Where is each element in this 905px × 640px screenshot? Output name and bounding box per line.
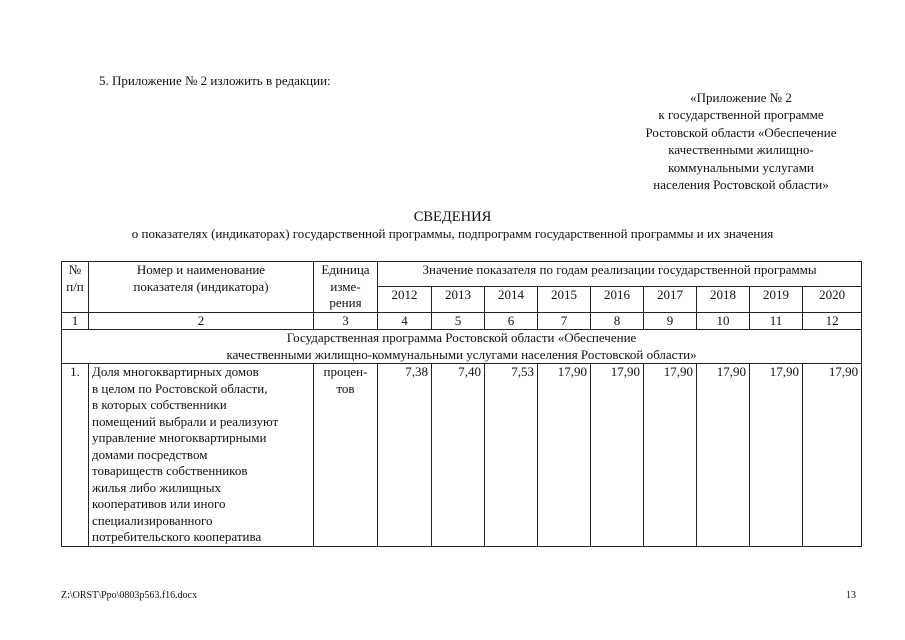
indicator-name-line: в которых собственники: [92, 397, 227, 412]
header-unit-cell: [314, 262, 378, 313]
page-number: 13: [846, 590, 856, 601]
value-cell: 17,90: [750, 364, 803, 547]
appendix-line: населения Ростовской области»: [653, 177, 829, 193]
appendix-line: качественными жилищно-: [668, 142, 814, 158]
header-num-label: №: [68, 262, 82, 277]
column-number: 5: [432, 312, 485, 330]
header-num-cell: [62, 262, 89, 313]
indicator-name-line: кооперативов или иного: [92, 496, 226, 511]
header-year: 2015: [538, 287, 591, 312]
header-unit-label: рения: [329, 295, 362, 310]
header-year: 2013: [432, 287, 485, 312]
indicator-name-line: домами посредством: [92, 446, 208, 462]
section-row: [62, 330, 862, 364]
indicator-name-line: в целом по Ростовской области,: [92, 380, 268, 396]
value-cell: 7,38: [378, 364, 432, 547]
row-number: 1.: [62, 364, 89, 547]
section-heading-cell: [62, 330, 862, 364]
value-cell: 17,90: [803, 364, 862, 547]
indicator-name-line: управление многоквартирными: [92, 430, 267, 445]
column-number: 8: [591, 312, 644, 330]
table-row: [62, 364, 862, 547]
appendix-line: Ростовской области «Обеспечение: [645, 124, 837, 140]
unit-label: тов: [336, 380, 355, 396]
indicators-table: [61, 261, 862, 547]
appendix-line: «Приложение № 2: [690, 90, 792, 105]
header-year: 2012: [378, 287, 432, 312]
header-unit-label: Единица: [321, 262, 370, 277]
header-name-label: Номер и наименование: [136, 262, 266, 277]
column-number: 3: [314, 312, 378, 330]
value-cell: 17,90: [538, 364, 591, 547]
header-name-cell: [89, 262, 314, 313]
indicator-name-line: жилья либо жилищных: [92, 479, 221, 495]
unit-cell: [314, 364, 378, 547]
section-heading-line: Государственная программа Ростовской области «Обеспечение: [286, 330, 637, 345]
document-subtitle: о показателях (индикаторах) государственной программы, подпрограмм государственной программы и их значения: [131, 226, 774, 241]
indicator-name-line: помещений выбрали и реализуют: [92, 413, 279, 429]
header-year: 2019: [750, 287, 803, 312]
indicator-name-line: товариществ собственников: [92, 463, 248, 478]
appendix-line: к государственной программе: [658, 107, 824, 123]
column-number: 4: [378, 312, 432, 330]
column-numbers-row: [62, 312, 862, 330]
header-unit-label: изме-: [330, 278, 361, 294]
document-title: СВЕДЕНИЯ: [413, 209, 492, 225]
footer-file-path: Z:\ORST\Ppo\0803p563.f16.docx: [61, 590, 198, 601]
value-cell: 17,90: [644, 364, 697, 547]
indicator-name-line: потребительского кооператива: [92, 529, 262, 544]
section-heading-line: качественными жилищно-коммунальными услугами населения Ростовской области»: [226, 346, 697, 362]
column-number: 7: [538, 312, 591, 330]
intro-paragraph: 5. Приложение № 2 изложить в редакции:: [99, 73, 331, 88]
header-year: 2014: [485, 287, 538, 312]
column-number: 12: [803, 312, 862, 330]
column-number: 9: [644, 312, 697, 330]
header-row: [62, 262, 862, 287]
unit-label: процен-: [323, 364, 368, 379]
column-number: 1: [62, 312, 89, 330]
header-year: 2018: [697, 287, 750, 312]
appendix-line: коммунальными услугами: [668, 159, 814, 175]
value-cell: 7,40: [432, 364, 485, 547]
column-number: 2: [89, 312, 314, 330]
appendix-reference: [610, 89, 872, 193]
indicator-name-cell: [89, 364, 314, 547]
header-year: 2016: [591, 287, 644, 312]
header-year: 2020: [803, 287, 862, 312]
header-values-caption: Значение показателя по годам реализации государственной программы: [378, 262, 862, 287]
value-cell: 17,90: [697, 364, 750, 547]
header-year: 2017: [644, 287, 697, 312]
column-number: 6: [485, 312, 538, 330]
value-cell: 17,90: [591, 364, 644, 547]
header-name-label: показателя (индикатора): [133, 278, 269, 294]
header-num-label: п/п: [66, 278, 84, 294]
indicator-name-line: специализированного: [92, 512, 213, 528]
indicator-name-line: Доля многоквартирных домов: [92, 364, 259, 379]
column-number: 10: [697, 312, 750, 330]
value-cell: 7,53: [485, 364, 538, 547]
column-number: 11: [750, 312, 803, 330]
